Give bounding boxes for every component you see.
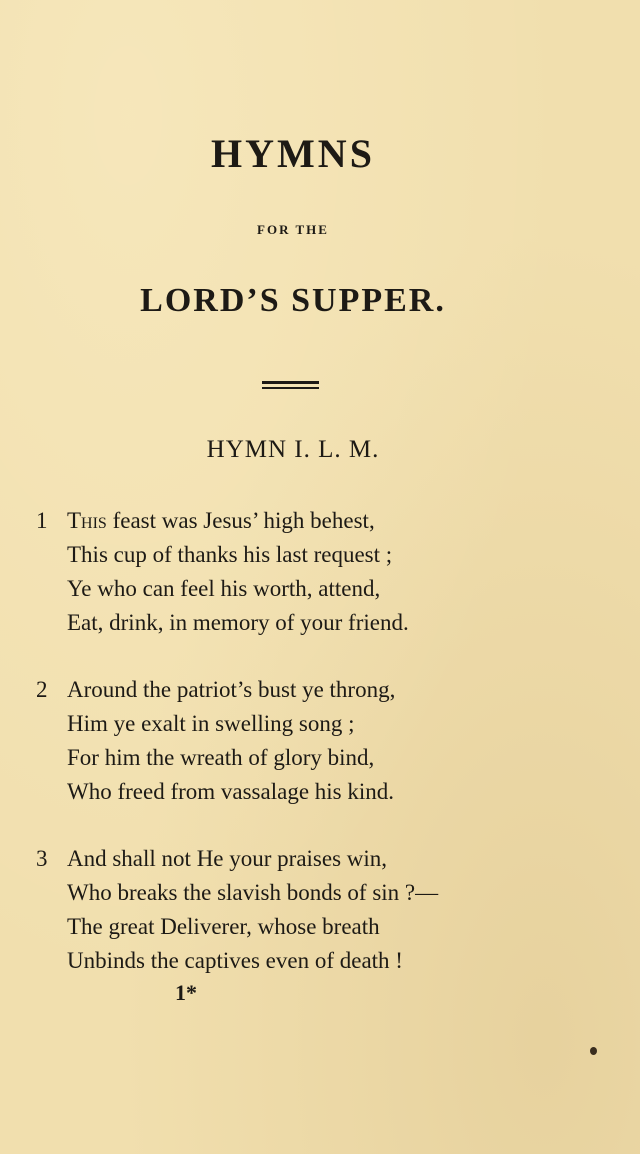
hymn-heading: HYMN I. L. M. [206, 436, 380, 463]
stanza-number: 3 [36, 846, 48, 871]
stanza-number: 2 [36, 677, 48, 702]
verse-line-rest: feast was Jesus’ high behest, [106, 508, 375, 533]
stanza-number: 1 [36, 508, 48, 533]
paper-speck [590, 1047, 597, 1055]
verse-line: The great Deliverer, whose breath [67, 914, 380, 939]
verse-line: Him ye exalt in swelling song ; [67, 711, 355, 736]
title-connector: FOR THE [257, 222, 329, 237]
verse-line: Around the patriot’s bust ye throng, [67, 677, 396, 702]
verse-line: Who breaks the slavish bonds of sin ?— [67, 880, 439, 905]
verse-line: Unbinds the captives even of death ! [67, 948, 403, 973]
title-lords-supper: LORD’S SUPPER. [140, 282, 446, 319]
verse-line: Who freed from vassalage his kind. [67, 779, 395, 804]
signature-mark: 1* [175, 980, 197, 1005]
stanza-1 [36, 504, 556, 640]
stanza-2 [36, 673, 556, 809]
verse-line: For him the wreath of glory bind, [67, 745, 375, 770]
decorative-double-rule [262, 381, 319, 391]
verse-line: This cup of thanks his last request ; [67, 542, 393, 567]
title-hymns: HYMNS [211, 131, 375, 176]
verse-line [67, 504, 556, 538]
verse-line: And shall not He your praises win, [67, 846, 388, 871]
rule-bar-top [262, 381, 319, 384]
stanza-3 [36, 842, 556, 978]
verse-line: Ye who can feel his worth, attend, [67, 576, 381, 601]
verse-first-word: This [67, 508, 107, 533]
verse-line: Eat, drink, in memory of your friend. [67, 610, 409, 635]
rule-bar-bottom [262, 387, 319, 389]
